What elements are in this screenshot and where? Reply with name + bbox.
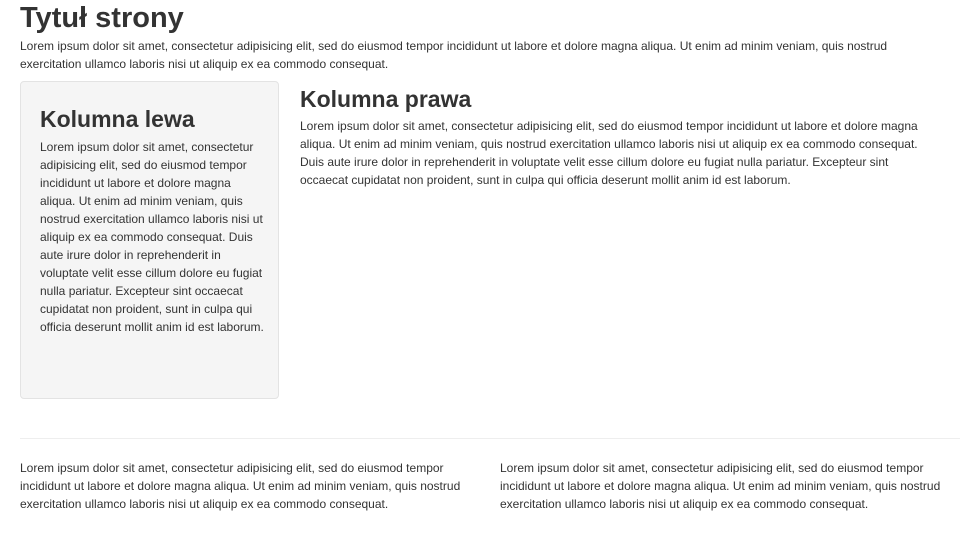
left-column-well bbox=[20, 81, 279, 399]
right-column-text: Lorem ipsum dolor sit amet, consectetur adipisicing elit, sed do eiusmod tempor incididunt ut labore et dolore magna aliqua. Ut enim ad minim veniam, quis nostrud exercitation ullamco laboris nisi ut aliquip ex ea commodo consequat. Duis aute irure dolor in reprehenderit in voluptate velit esse cillum dolore eu fugiat nulla pariatur. Excepteur sint occaecat cupidatat non proident, sunt in culpa qui officia deserunt mollit anim id est laborum. bbox=[300, 119, 918, 187]
footer-column-right-text: Lorem ipsum dolor sit amet, consectetur adipisicing elit, sed do eiusmod tempor incididunt ut labore et dolore magna aliqua. Ut enim ad minim veniam, quis nostrud exercitation ullamco laboris nisi ut aliquip ex ea commodo consequat. bbox=[500, 461, 941, 511]
left-column-heading: Kolumna lewa bbox=[40, 106, 195, 132]
horizontal-divider bbox=[20, 438, 960, 439]
right-column bbox=[300, 85, 925, 189]
page-title: Tytuł strony bbox=[20, 2, 184, 34]
intro-paragraph: Lorem ipsum dolor sit amet, consectetur adipisicing elit, sed do eiusmod tempor incididunt ut labore et dolore magna aliqua. Ut enim ad minim veniam, quis nostrud exercitation ullamco laboris nisi ut aliquip ex ea commodo consequat. bbox=[20, 39, 888, 71]
right-column-heading: Kolumna prawa bbox=[300, 86, 472, 112]
left-column-text: Lorem ipsum dolor sit amet, consectetur adipisicing elit, sed do eiusmod tempor incididunt ut labore et dolore magna aliqua. Ut enim ad minim veniam, quis nostrud exercitation ullamco laboris nisi ut aliquip ex ea commodo consequat. Duis aute irure dolor in reprehenderit in voluptate velit esse cillum dolore eu fugiat nulla pariatur. Excepteur sint occaecat cupidatat non proident, sunt in culpa qui officia deserunt mollit anim id est laborum. bbox=[40, 140, 264, 334]
footer-column-left-text: Lorem ipsum dolor sit amet, consectetur adipisicing elit, sed do eiusmod tempor incididunt ut labore et dolore magna aliqua. Ut enim ad minim veniam, quis nostrud exercitation ullamco laboris nisi ut aliquip ex ea commodo consequat. bbox=[20, 461, 461, 511]
